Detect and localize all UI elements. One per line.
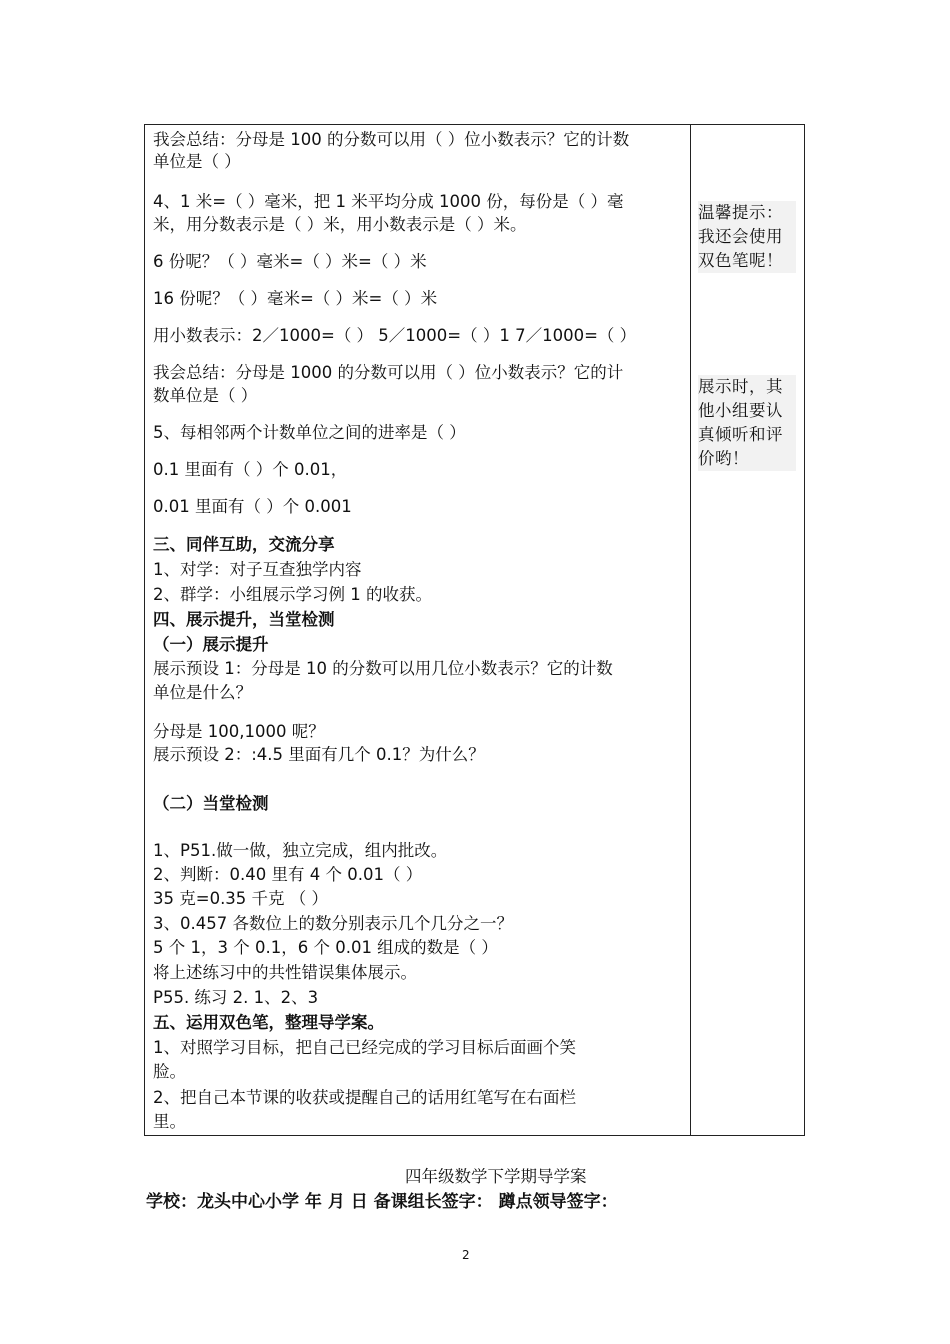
text-line: 米，用分数表示是（ ）米，用小数表示是（ ）米。 [153, 215, 527, 234]
text-line: 将上述练习中的共性错误集体展示。 [153, 963, 417, 982]
text-line: 我会总结：分母是 1000 的分数可以用（ ）位小数表示？它的计 [153, 363, 624, 382]
section-heading: 四、展示提升，当堂检测 [153, 610, 335, 629]
text-line: 我会总结：分母是 100 的分数可以用（ ）位小数表示？它的计数 [153, 130, 630, 149]
subsection-heading: （一）展示提升 [153, 635, 269, 654]
column-divider [690, 125, 691, 1135]
subsection-heading: （二）当堂检测 [153, 794, 269, 813]
text-line: 脸。 [153, 1062, 186, 1081]
text-line: 3、0.457 各数位上的数分别表示几个几分之一？ [153, 914, 513, 933]
text-line: 单位是（ ） [153, 152, 241, 171]
signature-line: 学校：龙头中心小学 年 月 日 备课组长签字： 蹲点领导签字： [146, 1192, 618, 1212]
text-line: 单位是什么？ [153, 683, 252, 702]
text-line: 1、对学：对子互查独学内容 [153, 560, 362, 579]
page-number: 2 [462, 1248, 470, 1262]
text-line: 2、判断：0.40 里有 4 个 0.01（ ） [153, 865, 423, 884]
tip-note-double-pen: 温馨提示：我还会使用双色笔呢！ [698, 201, 796, 273]
text-line: 里。 [153, 1112, 186, 1131]
text-line: 5 个 1，3 个 0.1，6 个 0.01 组成的数是（ ） [153, 938, 498, 957]
tips-column [698, 125, 802, 1135]
text-line: 1、对照学习目标，把自己已经完成的学习目标后面画个笑 [153, 1038, 576, 1057]
text-line: 0.1 里面有（ ）个 0.01， [153, 460, 348, 479]
text-line: 5、每相邻两个计数单位之间的进率是（ ） [153, 423, 466, 442]
text-line: 数单位是（ ） [153, 386, 258, 405]
section-heading: 五、运用双色笔，整理导学案。 [153, 1013, 384, 1032]
text-line: 6 份呢？（ ）毫米=（ ）米=（ ）米 [153, 252, 427, 271]
text-line: 0.01 里面有（ ）个 0.001 [153, 497, 352, 516]
document-title: 四年级数学下学期导学案 [405, 1167, 587, 1186]
text-line: 4、1 米=（ ）毫米，把 1 米平均分成 1000 份，每份是（ ）毫 [153, 192, 624, 211]
text-line: 2、把自己本节课的收获或提醒自己的话用红笔写在右面栏 [153, 1088, 576, 1107]
text-line: P55. 练习 2. 1、2、3 [153, 988, 319, 1007]
text-line: 展示预设 1：分母是 10 的分数可以用几位小数表示？它的计数 [153, 659, 613, 678]
text-line: 2、群学：小组展示学习例 1 的收获。 [153, 585, 432, 604]
text-line: 展示预设 2：:4.5 里面有几个 0.1？为什么？ [153, 745, 485, 764]
lesson-table [144, 124, 805, 1136]
section-heading: 三、同伴互助，交流分享 [153, 535, 335, 554]
text-line: 用小数表示：2／1000=（ ） 5／1000=（ ）1 7／1000=（ ） [153, 326, 637, 345]
tip-note-presentation: 展示时，其他小组要认真倾听和评价哟！ [698, 375, 796, 471]
text-line: 分母是 100,1000 呢？ [153, 722, 325, 741]
main-content-column [153, 125, 683, 1135]
text-line: 35 克=0.35 千克 （ ） [153, 889, 329, 908]
text-line: 16 份呢？（ ）毫米=（ ）米=（ ）米 [153, 289, 438, 308]
text-line: 1、P51.做一做，独立完成，组内批改。 [153, 841, 448, 860]
